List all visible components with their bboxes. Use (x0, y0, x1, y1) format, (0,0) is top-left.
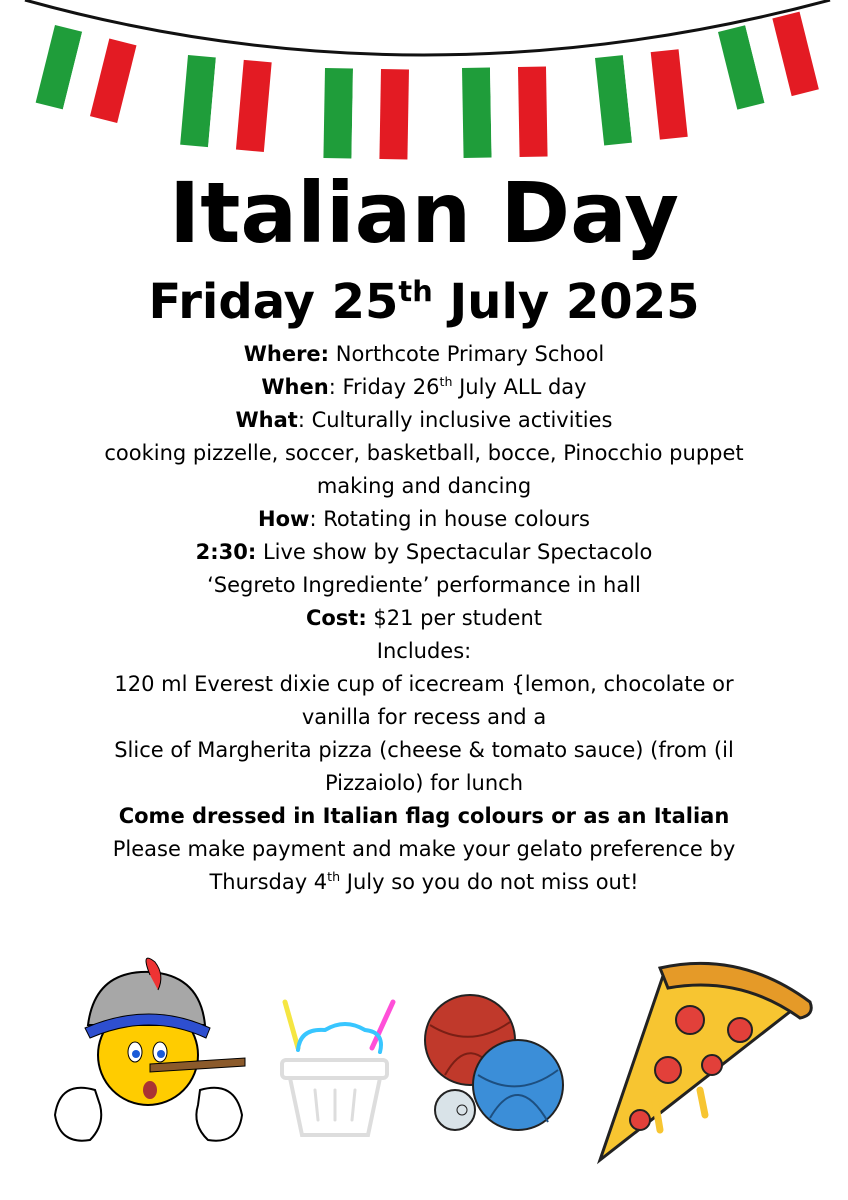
payment-date-a: Thursday 4 (209, 870, 328, 894)
performance-line: ‘Segreto Ingrediente’ performance in hall (207, 573, 641, 597)
when-value-a: : Friday 26 (328, 375, 440, 399)
what-value: : Culturally inclusive activities (297, 408, 613, 432)
event-details (40, 338, 808, 899)
activities-line-1: cooking pizzelle, soccer, basketball, bocce, Pinocchio puppet (104, 441, 744, 465)
pizza-line-2: Pizzaiolo) for lunch (324, 771, 524, 795)
what-line (40, 404, 808, 437)
neon-gelato-cup-icon (282, 1002, 393, 1135)
where-line (40, 338, 808, 371)
cost-label: Cost: (305, 606, 367, 630)
show-line (40, 536, 808, 569)
date-suffix: th (398, 274, 433, 308)
icecream-line-2: vanilla for recess and a (301, 705, 547, 729)
activities-line-2: making and dancing (316, 474, 532, 498)
includes-line: Includes: (376, 639, 472, 663)
pepperoni-pizza-slice-icon (600, 963, 811, 1160)
how-line (40, 503, 808, 536)
icecream-line-1: 120 ml Everest dixie cup of icecream {lemon, chocolate or (114, 672, 734, 696)
page-title: Italian Day (169, 164, 679, 262)
where-value: Northcote Primary School (329, 342, 605, 366)
when-label: When (261, 375, 329, 399)
event-date (0, 270, 848, 334)
dress-code-line (40, 800, 808, 833)
when-sup: th (439, 374, 453, 389)
how-label: How (258, 507, 310, 531)
illustrations (0, 940, 848, 1180)
payment-date-b: July so you do not miss out! (340, 870, 639, 894)
pizza-line-1: Slice of Margherita pizza (cheese & tomato sauce) (from (il (114, 738, 734, 762)
bocce-balls-icon (425, 995, 563, 1130)
pinocchio-emoji-icon (55, 958, 245, 1141)
payment-line-1: Please make payment and make your gelato preference by (112, 837, 736, 861)
what-label: What (235, 408, 298, 432)
date-rest: July 2025 (432, 274, 700, 330)
cost-line (40, 602, 808, 635)
italian-flag-bunting-icon (0, 0, 848, 175)
date-prefix: Friday 25 (148, 274, 399, 330)
show-label: 2:30: (195, 540, 257, 564)
where-label: Where: (243, 342, 330, 366)
cost-value: $21 per student (366, 606, 543, 630)
when-line (40, 371, 808, 404)
payment-sup: th (327, 869, 341, 884)
when-value-b: July ALL day (452, 375, 587, 399)
how-value: : Rotating in house colours (309, 507, 590, 531)
dress-code-text: Come dressed in Italian flag colours or as an Italian (118, 804, 730, 828)
payment-line-2 (40, 866, 808, 899)
show-value: Live show by Spectacular Spectacolo (256, 540, 653, 564)
